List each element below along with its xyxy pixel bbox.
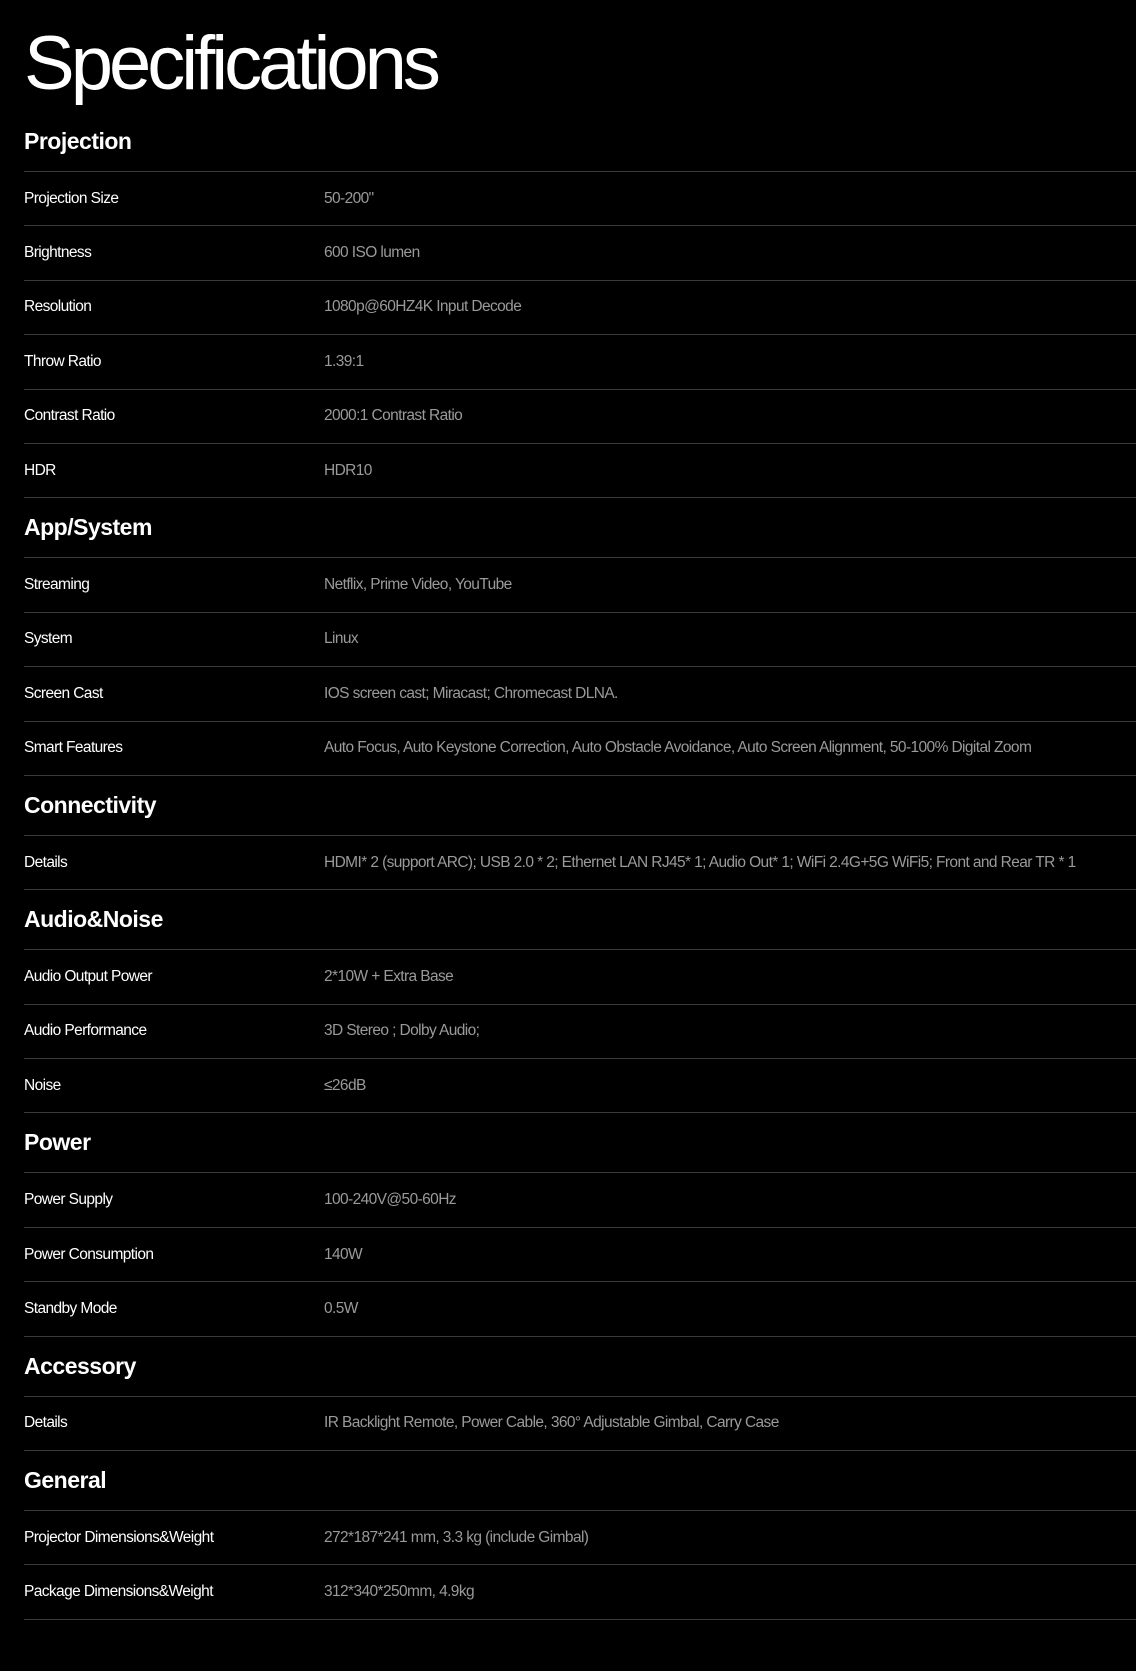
- spec-row: [24, 558, 1136, 612]
- spec-row: [24, 613, 1136, 667]
- section-heading: Projection: [24, 112, 1136, 172]
- spec-label: Power Consumption: [24, 1245, 154, 1263]
- section-power: [24, 1113, 1136, 1336]
- spec-label: Smart Features: [24, 739, 123, 757]
- spec-label: Noise: [24, 1076, 61, 1094]
- spec-row: [24, 1511, 1136, 1565]
- spec-value: 100-240V@50-60Hz: [324, 1191, 456, 1209]
- spec-value: ≤26dB: [324, 1076, 366, 1094]
- spec-label: Standby Mode: [24, 1299, 117, 1317]
- spec-row: [24, 226, 1136, 280]
- spec-label: Audio Output Power: [24, 967, 152, 985]
- section-heading: Power: [24, 1113, 1136, 1173]
- spec-value: HDR10: [324, 461, 372, 479]
- spec-value: IOS screen cast; Miracast; Chromecast DLNA.: [324, 684, 618, 702]
- spec-label: Screen Cast: [24, 684, 103, 702]
- section-heading: General: [24, 1451, 1136, 1511]
- spec-label: Details: [24, 853, 68, 871]
- section-app-system: [24, 498, 1136, 776]
- section-heading: App/System: [24, 498, 1136, 558]
- spec-label: Package Dimensions&Weight: [24, 1583, 213, 1601]
- spec-value: 140W: [324, 1245, 363, 1263]
- spec-row: [24, 1565, 1136, 1619]
- spec-row: [24, 950, 1136, 1004]
- spec-label: Details: [24, 1414, 68, 1432]
- spec-value: Netflix, Prime Video, YouTube: [324, 576, 512, 594]
- spec-label: System: [24, 630, 73, 648]
- spec-value: 0.5W: [324, 1299, 358, 1317]
- section-connectivity: [24, 776, 1136, 890]
- spec-value: IR Backlight Remote, Power Cable, 360° Adjustable Gimbal, Carry Case: [324, 1414, 779, 1432]
- spec-row: [24, 1005, 1136, 1059]
- spec-value: 272*187*241 mm, 3.3 kg (include Gimbal): [324, 1528, 589, 1546]
- spec-value: 312*340*250mm, 4.9kg: [324, 1583, 475, 1601]
- spec-value: 600 ISO lumen: [324, 244, 420, 262]
- spec-label: Projector Dimensions&Weight: [24, 1528, 214, 1546]
- section-general: [24, 1451, 1136, 1620]
- spec-row: [24, 444, 1136, 498]
- spec-label: Audio Performance: [24, 1022, 147, 1040]
- spec-label: Resolution: [24, 298, 92, 316]
- section-audio-noise: [24, 890, 1136, 1113]
- spec-value: HDMI* 2 (support ARC); USB 2.0 * 2; Ethernet LAN RJ45* 1; Audio Out* 1; WiFi 2.4G+5G WiFi5; Front and Rear TR * 1: [324, 853, 1076, 871]
- spec-row: [24, 1228, 1136, 1282]
- spec-label: Power Supply: [24, 1191, 113, 1209]
- spec-row: [24, 722, 1136, 776]
- section-heading: Connectivity: [24, 776, 1136, 836]
- spec-label: Streaming: [24, 576, 90, 594]
- spec-value: 50-200": [324, 189, 374, 207]
- specifications-page: [24, 0, 1136, 1620]
- section-heading: Accessory: [24, 1337, 1136, 1397]
- spec-row: [24, 1059, 1136, 1113]
- section-projection: [24, 112, 1136, 498]
- spec-value: 1.39:1: [324, 352, 364, 370]
- spec-row: [24, 172, 1136, 226]
- spec-value: 2*10W + Extra Base: [324, 967, 454, 985]
- spec-row: [24, 1173, 1136, 1227]
- spec-value: Linux: [324, 630, 359, 648]
- section-heading: Audio&Noise: [24, 890, 1136, 950]
- spec-row: [24, 281, 1136, 335]
- spec-row: [24, 1397, 1136, 1451]
- section-accessory: [24, 1337, 1136, 1451]
- page-title: Specifications: [24, 21, 437, 106]
- spec-value: 1080p@60HZ4K Input Decode: [324, 298, 522, 316]
- spec-label: Brightness: [24, 244, 92, 262]
- spec-value: 3D Stereo ; Dolby Audio;: [324, 1022, 480, 1040]
- spec-row: [24, 667, 1136, 721]
- spec-label: Projection Size: [24, 189, 119, 207]
- spec-label: HDR: [24, 461, 56, 479]
- spec-value: Auto Focus, Auto Keystone Correction, Auto Obstacle Avoidance, Auto Screen Alignment, 50-100% Digital Zoom: [324, 739, 1032, 757]
- spec-row: [24, 335, 1136, 389]
- spec-row: [24, 836, 1136, 890]
- spec-row: [24, 390, 1136, 444]
- spec-label: Throw Ratio: [24, 352, 101, 370]
- spec-value: 2000:1 Contrast Ratio: [324, 407, 463, 425]
- spec-row: [24, 1282, 1136, 1336]
- spec-label: Contrast Ratio: [24, 407, 115, 425]
